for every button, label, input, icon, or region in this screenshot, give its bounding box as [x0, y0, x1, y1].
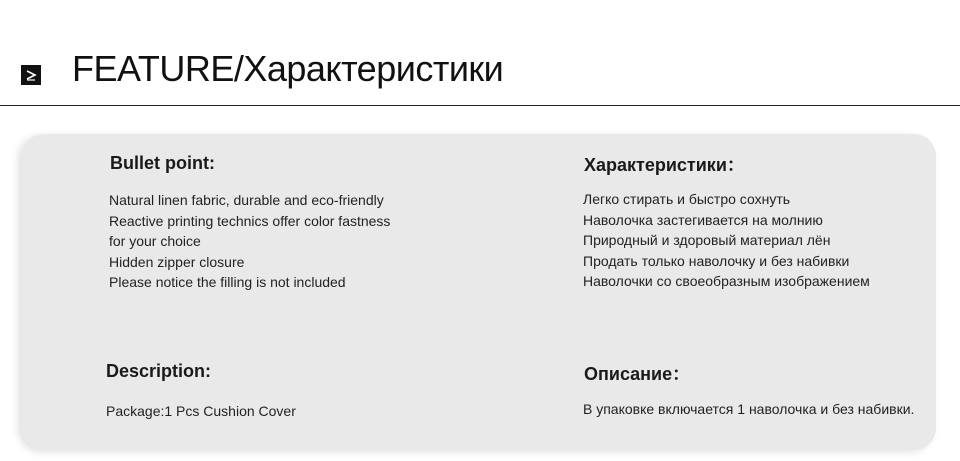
page-title-en: FEATURE	[72, 48, 234, 89]
chevron-right-icon	[21, 65, 41, 85]
list-item: Hidden zipper closure	[109, 253, 245, 270]
description-text: Package:1 Pcs Cushion Cover	[106, 403, 296, 419]
description-heading: Description:	[106, 361, 212, 381]
header-divider	[0, 105, 960, 106]
description-ru-heading: Описание：	[584, 364, 691, 384]
description-ru-text: В упаковке включается 1 наволочка и без набивки.	[583, 401, 915, 417]
list-item: Наволочки со своеобразным изображением	[583, 273, 870, 289]
page-title-separator: /	[233, 48, 244, 89]
list-item: Reactive printing technics offer color fastness	[109, 212, 391, 229]
list-item: Natural linen fabric, durable and eco-friendly	[109, 192, 384, 208]
list-item: Продать только наволочку и без набивки	[583, 252, 850, 269]
bullet-point-heading: Bullet point:	[110, 153, 215, 173]
characteristics-list	[583, 189, 870, 292]
chevron-right-icon-glyph	[25, 69, 37, 81]
list-item: Please notice the filling is not included	[109, 274, 346, 290]
list-item: Легко стирать и быстро сохнуть	[583, 191, 791, 207]
page-title	[72, 48, 503, 90]
characteristics-heading: Характеристики：	[584, 155, 745, 175]
bullet-point-list	[109, 190, 390, 293]
list-item: for your choice	[109, 233, 201, 249]
page-title-ru: Характеристики	[243, 48, 504, 89]
list-item: Наволочка застегивается на молнию	[583, 211, 823, 228]
list-item: Природный и здоровый материал лён	[583, 232, 831, 248]
